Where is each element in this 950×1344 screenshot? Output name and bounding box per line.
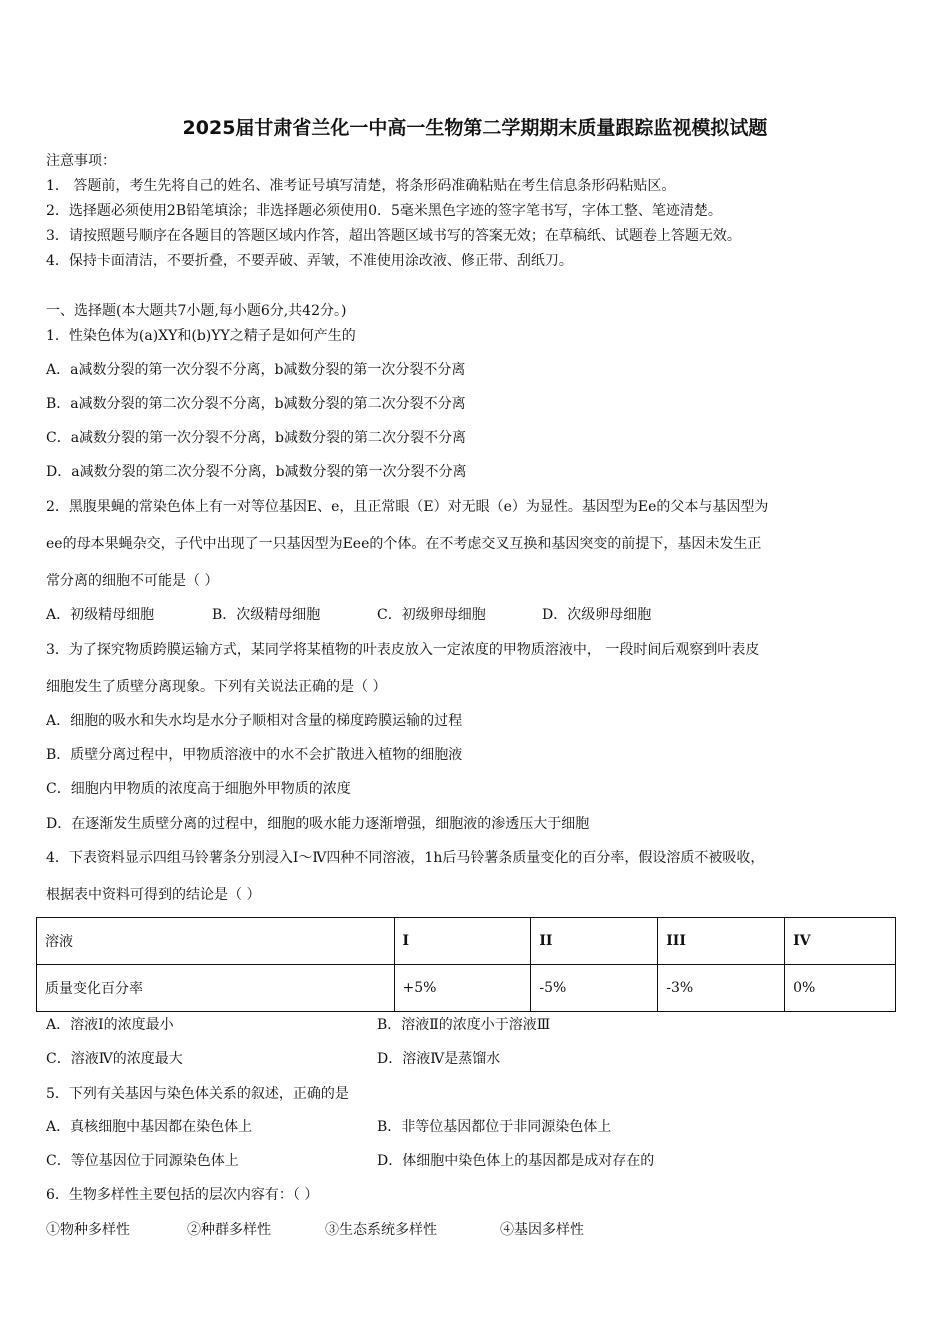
question-2-stem-line: 常分离的细胞不可能是（ ）: [46, 573, 219, 589]
q6-item-2: ②种群多样性: [187, 1222, 271, 1238]
q1-option-a: A．a减数分裂的第一次分裂不分离，b减数分裂的第一次分裂不分离: [46, 362, 466, 378]
q1-option-b: B．a减数分裂的第二次分裂不分离，b减数分裂的第二次分裂不分离: [46, 396, 466, 412]
q2-option-c: C．初级卵母细胞: [377, 607, 486, 623]
table-header-row: [37, 918, 896, 965]
table-cell: 溶液: [37, 918, 395, 965]
q5-option-c: C．等位基因位于同源染色体上: [46, 1153, 239, 1169]
table-cell: -5%: [531, 965, 658, 1012]
notice-item: 2．选择题必须使用2B铅笔填涂；非选择题必须使用0．5毫米黑色字迹的签字笔书写，字体工整、笔迹清楚。: [46, 203, 722, 219]
notice-item: 3．请按照题号顺序在各题目的答题区域内作答，超出答题区域书写的答案无效；在草稿纸、试题卷上答题无效。: [46, 228, 741, 244]
question-4-stem-line: 4．下表资料显示四组马铃薯条分别浸入Ⅰ～Ⅳ四种不同溶液，1h后马铃薯条质量变化的百分率，假设溶质不被吸收，: [46, 850, 765, 866]
question-2-stem-line: ee的母本果蝇杂交，子代中出现了一只基因型为Eee的个体。在不考虑交叉互换和基因突变的前提下，基因未发生正: [46, 536, 762, 552]
page-title: 2025届甘肃省兰化一中高一生物第二学期期末质量跟踪监视模拟试题: [182, 117, 768, 139]
notice-heading: 注意事项：: [46, 153, 116, 169]
table-cell: III: [658, 918, 785, 965]
table-cell: 质量变化百分率: [37, 965, 395, 1012]
q5-option-a: A．真核细胞中基因都在染色体上: [46, 1119, 253, 1135]
q4-option-a: A．溶液Ⅰ的浓度最小: [46, 1017, 174, 1033]
q2-option-b: B．次级精母细胞: [212, 607, 321, 623]
q2-option-a: A．初级精母细胞: [46, 607, 155, 623]
data-table: [36, 917, 896, 1012]
q3-option-d: D．在逐渐发生质壁分离的过程中，细胞的吸水能力逐渐增强，细胞液的渗透压大于细胞: [46, 816, 590, 832]
notice-item: 1． 答题前，考生先将自己的姓名、准考证号填写清楚，将条形码准确粘贴在考生信息条形码粘贴区。: [46, 178, 676, 194]
q4-option-d: D．溶液Ⅳ是蒸馏水: [377, 1051, 501, 1067]
q4-option-b: B．溶液Ⅱ的浓度小于溶液Ⅲ: [377, 1017, 551, 1033]
table-row: [37, 965, 896, 1012]
section-heading: 一、选择题(本大题共7小题,每小题6分,共42分。): [46, 303, 347, 319]
table-cell: -3%: [658, 965, 785, 1012]
q6-item-1: ①物种多样性: [46, 1222, 130, 1238]
table-cell: II: [531, 918, 658, 965]
question-3-stem-line: 细胞发生了质壁分离现象。下列有关说法正确的是（ ）: [46, 679, 387, 695]
q3-option-b: B．质壁分离过程中，甲物质溶液中的水不会扩散进入植物的细胞液: [46, 747, 463, 763]
question-2-stem-line: 2．黑腹果蝇的常染色体上有一对等位基因E、e，且正常眼（E）对无眼（e）为显性。基因型为Ee的父本与基因型为: [46, 499, 769, 515]
q2-option-d: D．次级卵母细胞: [542, 607, 652, 623]
q4-option-c: C．溶液Ⅳ的浓度最大: [46, 1051, 183, 1067]
question-4-stem-line: 根据表中资料可得到的结论是（ ）: [46, 887, 261, 903]
q6-item-3: ③生态系统多样性: [325, 1222, 437, 1238]
q1-option-d: D．a减数分裂的第二次分裂不分离，b减数分裂的第一次分裂不分离: [46, 464, 467, 480]
q3-option-a: A．细胞的吸水和失水均是水分子顺相对含量的梯度跨膜运输的过程: [46, 713, 463, 729]
table-cell: 0%: [785, 965, 896, 1012]
table-cell: +5%: [394, 965, 531, 1012]
q3-option-c: C．细胞内甲物质的浓度高于细胞外甲物质的浓度: [46, 781, 351, 797]
q6-item-4: ④基因多样性: [500, 1222, 584, 1238]
question-3-stem-line: 3．为了探究物质跨膜运输方式，某同学将某植物的叶表皮放入一定浓度的甲物质溶液中， 一段时间后观察到叶表皮: [46, 642, 760, 658]
question-6-stem: 6．生物多样性主要包括的层次内容有：（ ）: [46, 1187, 319, 1203]
table-cell: IV: [785, 918, 896, 965]
table-cell: I: [394, 918, 531, 965]
q1-option-c: C．a减数分裂的第一次分裂不分离，b减数分裂的第二次分裂不分离: [46, 430, 467, 446]
q5-option-b: B．非等位基因都位于非同源染色体上: [377, 1119, 612, 1135]
question-1-stem: 1．性染色体为(a)XY和(b)YY之精子是如何产生的: [46, 328, 356, 344]
question-5-stem: 5．下列有关基因与染色体关系的叙述，正确的是: [46, 1086, 349, 1102]
q5-option-d: D．体细胞中染色体上的基因都是成对存在的: [377, 1153, 655, 1169]
notice-item: 4．保持卡面清洁，不要折叠，不要弄破、弄皱，不准使用涂改液、修正带、刮纸刀。: [46, 253, 573, 269]
